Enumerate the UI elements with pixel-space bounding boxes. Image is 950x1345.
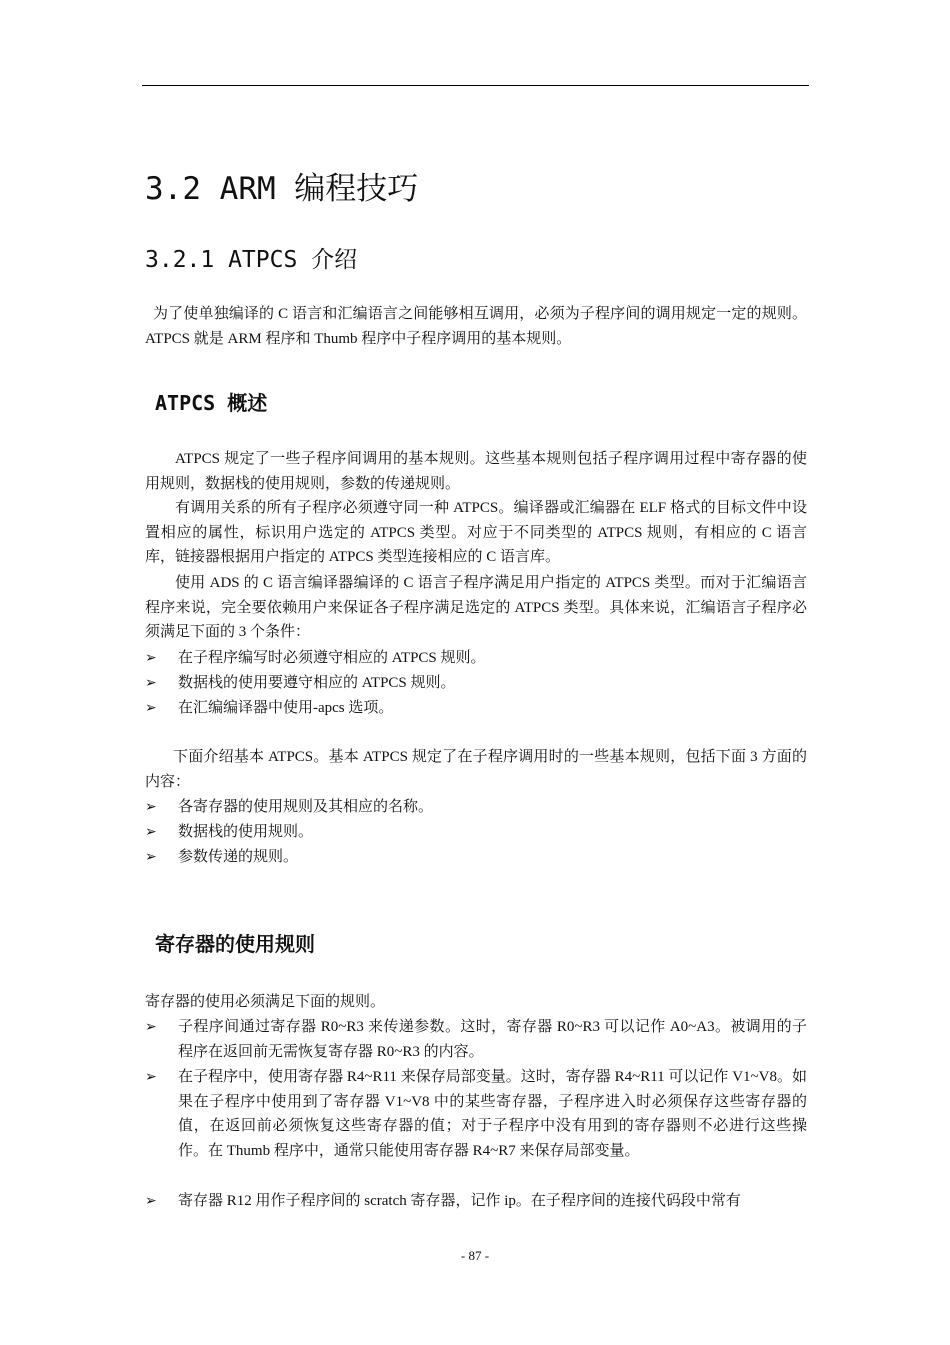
atpcs-overview-heading: ATPCS 概述 — [155, 391, 268, 415]
bullet-arrow-icon: ➢ — [145, 675, 157, 691]
list-item — [145, 1065, 807, 1163]
list-item-text: 数据栈的使用要遵守相应的 ATPCS 规则。 — [178, 675, 456, 691]
bullet-arrow-icon: ➢ — [145, 824, 157, 840]
list-item-text: 参数传递的规则。 — [178, 849, 299, 865]
list-item — [145, 845, 807, 870]
bullet-arrow-icon: ➢ — [145, 700, 157, 716]
bullet-arrow-icon: ➢ — [145, 650, 157, 666]
list-item — [145, 671, 807, 696]
bullet-arrow-icon: ➢ — [145, 1069, 157, 1085]
list-item — [145, 1015, 807, 1064]
list-item-text: 在子程序中，使用寄存器 R4~R11 来保存局部变量。这时，寄存器 R4~R11 可以记作 V1~V8。如果在子程序中使用到了寄存器 V1~V8 中的某些寄存器，子程序进入时必须保存这些寄存器的值，在返回前必须恢复这些寄存器的值；对于子程序中没有用到的寄存器则不必进行这些操作。在 Thumb 程序中，通常只能使用寄存器 R4~R7 来保存局部变量。 — [178, 1069, 807, 1159]
list-item-text: 数据栈的使用规则。 — [178, 824, 314, 840]
list-item-text: 在子程序编写时必须遵守相应的 ATPCS 规则。 — [178, 650, 486, 666]
register-rules-intro: 寄存器的使用必须满足下面的规则。 — [145, 994, 386, 1010]
overview-paragraph-3: 使用 ADS 的 C 语言编译器编译的 C 语言子程序满足用户指定的 ATPCS 类型。而对于汇编语言程序来说，完全要依赖用户来保证各子程序满足选定的 ATPCS 类型。具体来说，汇编语言子程序必须满足下面的 3 个条件： — [145, 575, 807, 640]
list-item — [145, 646, 807, 671]
overview-paragraph-4: 下面介绍基本 ATPCS。基本 ATPCS 规定了在子程序调用时的一些基本规则，包括下面 3 方面的内容： — [145, 749, 807, 790]
list-item — [145, 820, 807, 845]
list-item — [145, 795, 807, 820]
bullet-arrow-icon: ➢ — [145, 1019, 157, 1035]
section-heading: 3.2.1 ATPCS 介绍 — [145, 247, 358, 273]
header-rule — [142, 85, 809, 86]
overview-paragraph-2: 有调用关系的所有子程序必须遵守同一种 ATPCS。编译器或汇编器在 ELF 格式的目标文件中设置相应的属性，标识用户选定的 ATPCS 类型。对应于不同类型的 ATPCS 规则，有相应的 C 语言库，链接器根据用户指定的 ATPCS 类型连接相应的 C 语言库。 — [145, 500, 807, 565]
list-item-text: 寄存器 R12 用作子程序间的 scratch 寄存器，记作 ip。在子程序间的连接代码段中常有 — [178, 1193, 741, 1209]
bullet-arrow-icon: ➢ — [145, 799, 157, 815]
register-rules-heading: 寄存器的使用规则 — [155, 932, 315, 956]
intro-paragraph: 为了使单独编译的 C 语言和汇编语言之间能够相互调用，必须为子程序间的调用规定一定的规则。ATPCS 就是 ARM 程序和 Thumb 程序中子程序调用的基本规则。 — [145, 306, 807, 347]
bullet-arrow-icon: ➢ — [145, 1193, 157, 1209]
list-item-text: 各寄存器的使用规则及其相应的名称。 — [178, 799, 434, 815]
overview-paragraph-1: ATPCS 规定了一些子程序间调用的基本规则。这些基本规则包括子程序调用过程中寄存器的使用规则，数据栈的使用规则，参数的传递规则。 — [145, 451, 807, 492]
page-number: - 87 - — [460, 1248, 490, 1263]
list-item-text: 在汇编编译器中使用-apcs 选项。 — [178, 700, 394, 716]
bullet-arrow-icon: ➢ — [145, 849, 157, 865]
list-item-text: 子程序间通过寄存器 R0~R3 来传递参数。这时，寄存器 R0~R3 可以记作 A0~A3。被调用的子程序在返回前无需恢复寄存器 R0~R3 的内容。 — [178, 1019, 807, 1060]
chapter-heading: 3.2 ARM 编程技巧 — [145, 171, 419, 207]
list-item — [145, 696, 807, 721]
list-item — [145, 1189, 807, 1214]
